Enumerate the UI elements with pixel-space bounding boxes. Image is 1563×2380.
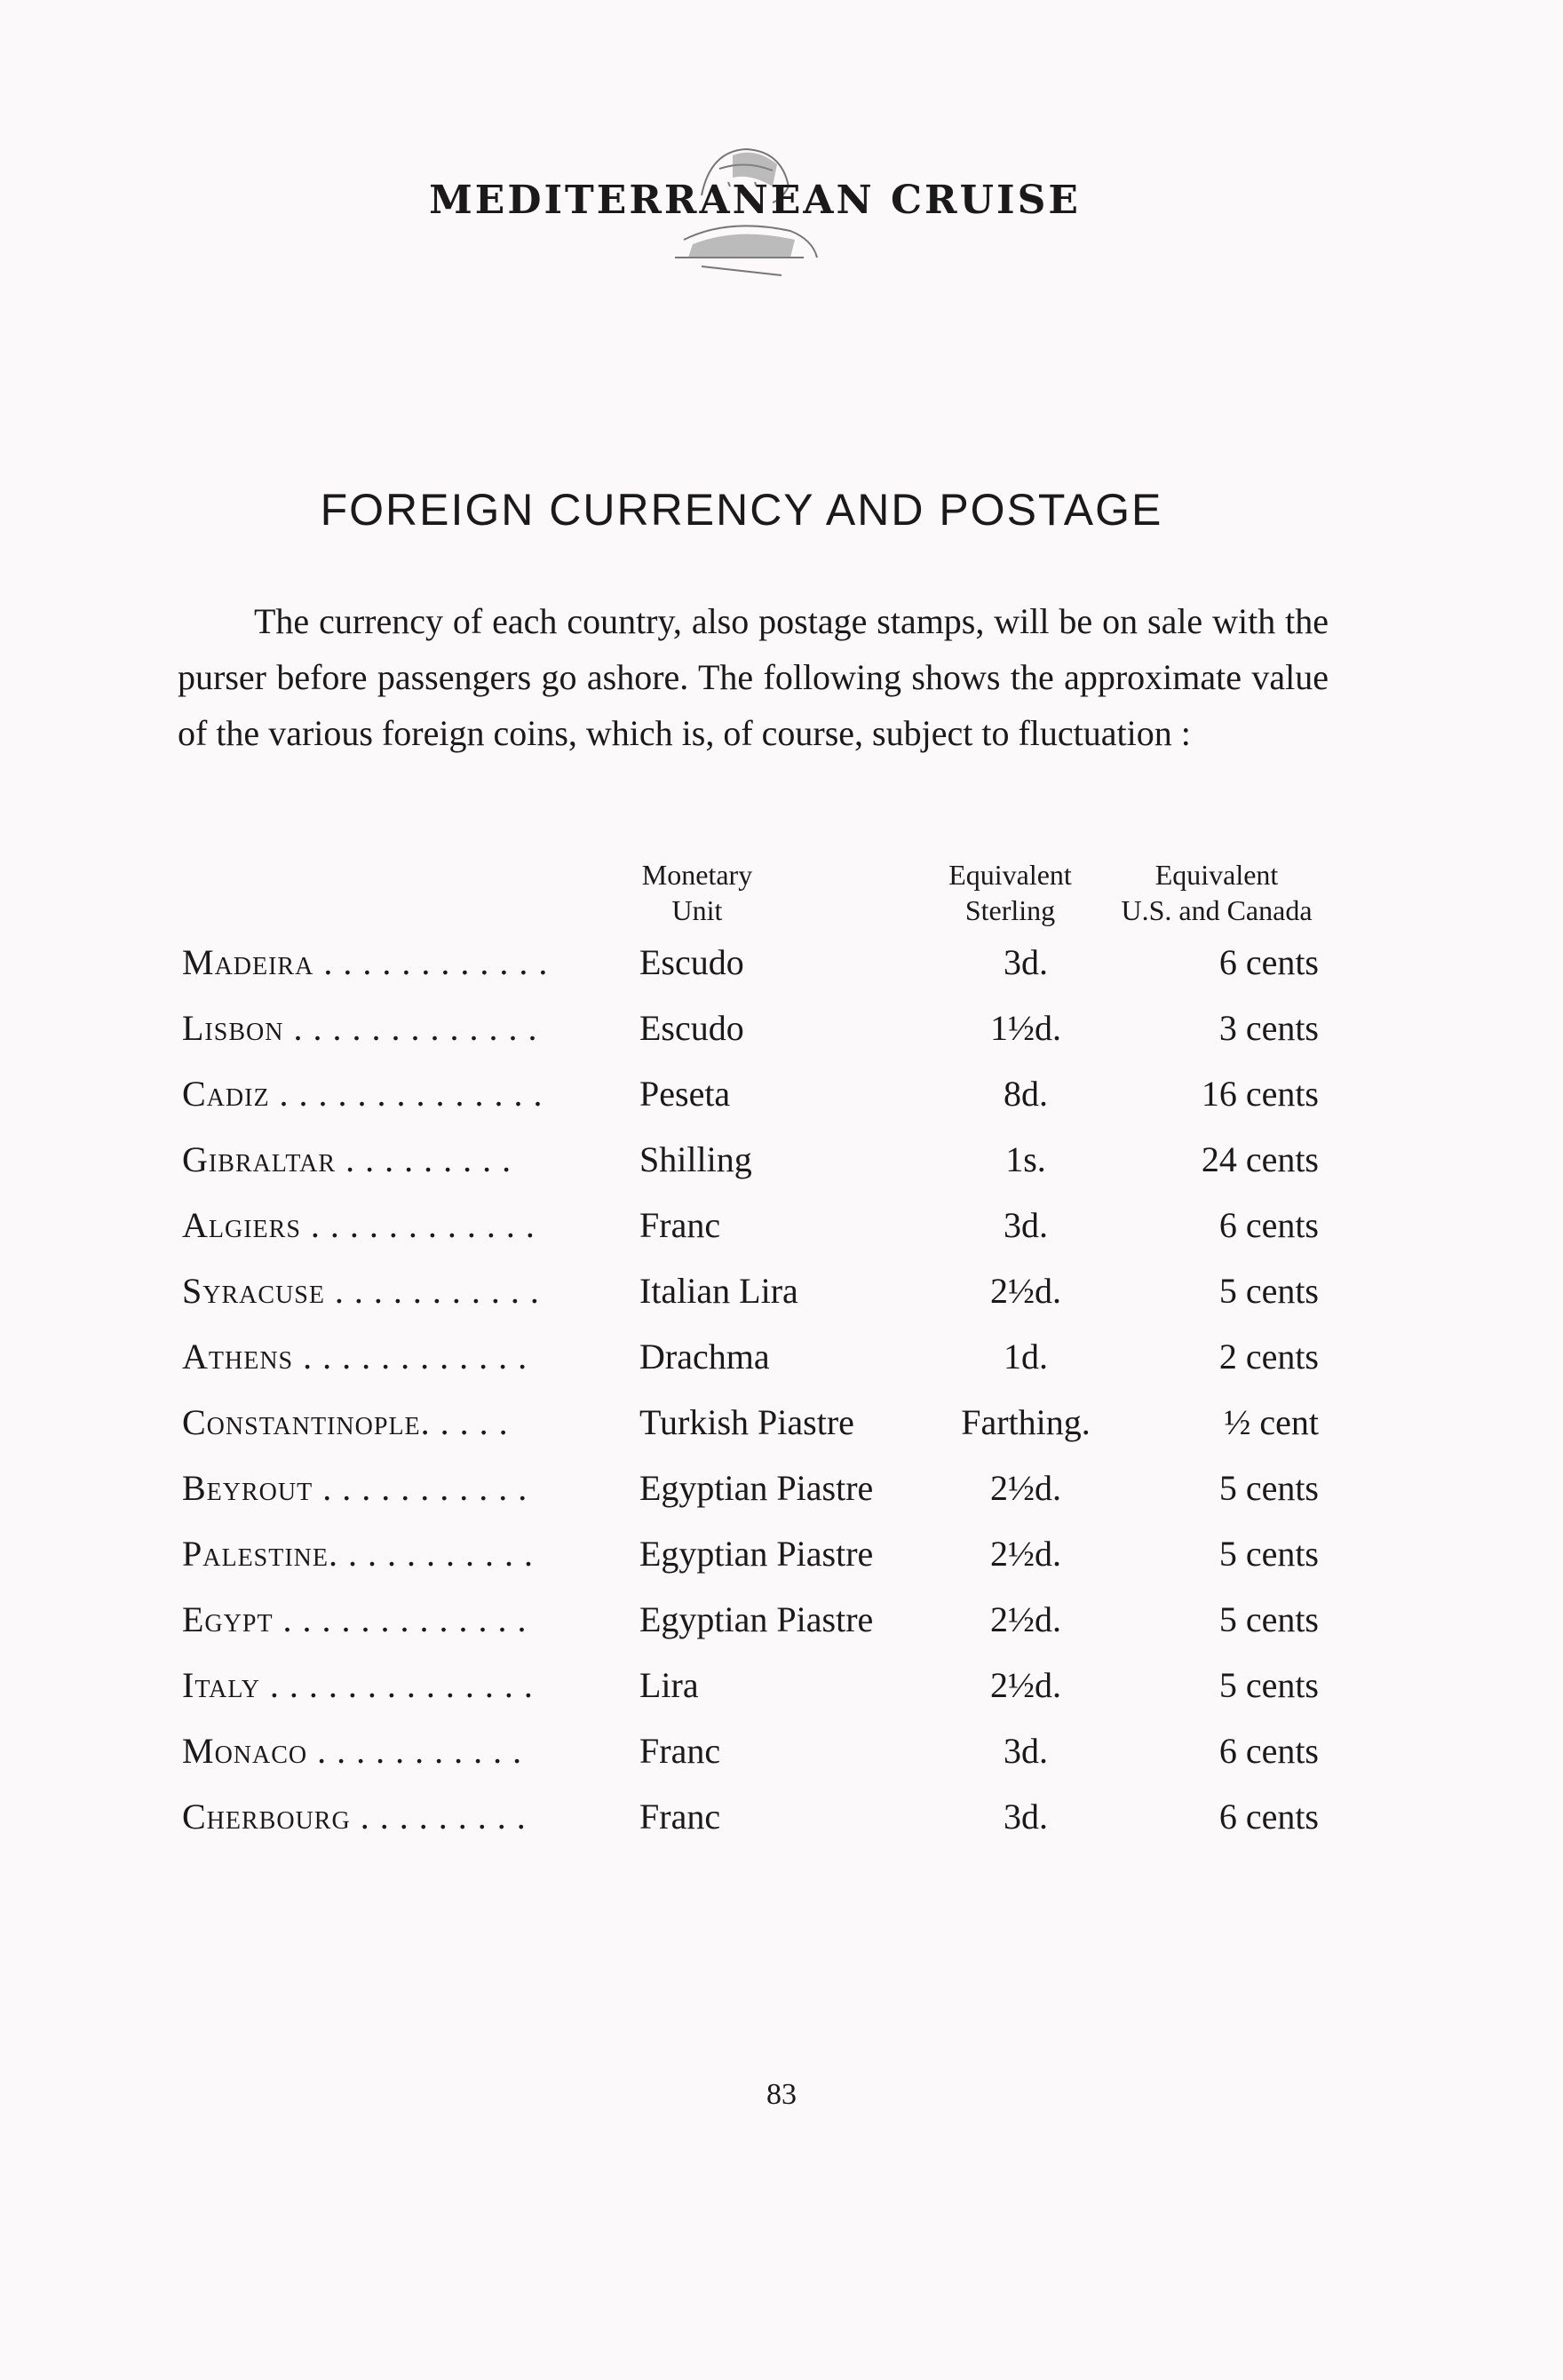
header-line: Sterling — [964, 894, 1056, 926]
us-value: 3 cents — [1218, 1008, 1319, 1048]
sterling-value: 8d. — [1004, 1074, 1048, 1114]
header-line: Equivalent — [948, 859, 1072, 891]
section-title: FOREIGN CURRENCY AND POSTAGE — [320, 485, 1163, 535]
monetary-unit: Shilling — [639, 1139, 752, 1179]
place-name: Madeira . . . . . . . . . . . . — [182, 942, 549, 982]
header-line: U.S. and Canada — [1121, 894, 1313, 926]
intro-paragraph: The currency of each country, also postage stamps, will be on sale with the purser before passengers go ashore. The following shows the approximate value of the various foreign coins, which is, of course, subject to fluctuation : — [178, 601, 1329, 753]
sterling-value: 2½d. — [990, 1665, 1061, 1705]
table-row — [0, 1204, 1563, 1270]
place-name: Constantinople. . . . . — [182, 1402, 509, 1442]
table-row — [0, 1270, 1563, 1336]
table-row — [0, 1796, 1563, 1861]
sterling-value: 3d. — [1004, 942, 1048, 982]
place-name: Cadiz . . . . . . . . . . . . . . — [182, 1074, 543, 1114]
table-row — [0, 1533, 1563, 1599]
header-line: Unit — [671, 894, 723, 926]
table-row — [0, 1073, 1563, 1138]
monetary-unit: Turkish Piastre — [639, 1402, 854, 1442]
running-head-title: MEDITERRANEAN CRUISE — [429, 178, 1081, 223]
us-value: 6 cents — [1218, 942, 1319, 982]
place-name: Cherbourg . . . . . . . . . — [182, 1797, 527, 1837]
monetary-unit: Escudo — [639, 942, 744, 982]
sterling-value: 2½d. — [990, 1468, 1061, 1508]
page-number: 83 — [766, 2078, 797, 2111]
table-row — [0, 1007, 1563, 1073]
us-value: 6 cents — [1218, 1797, 1319, 1837]
place-name: Athens . . . . . . . . . . . . — [182, 1337, 528, 1376]
us-value: 6 cents — [1218, 1205, 1319, 1245]
monetary-unit: Egyptian Piastre — [639, 1599, 874, 1639]
us-value: 5 cents — [1218, 1271, 1319, 1311]
sterling-value: 2½d. — [990, 1534, 1061, 1574]
monetary-unit: Drachma — [639, 1337, 770, 1376]
header-line: Equivalent — [1154, 859, 1279, 891]
us-value: ½ cent — [1224, 1402, 1319, 1442]
us-value: 5 cents — [1218, 1468, 1319, 1508]
monetary-unit: Peseta — [639, 1074, 731, 1114]
place-name: Syracuse . . . . . . . . . . . — [182, 1271, 540, 1311]
table-row — [0, 1730, 1563, 1796]
table-row — [0, 1664, 1563, 1730]
table-row — [0, 941, 1563, 1007]
sterling-value: 1½d. — [990, 1008, 1061, 1048]
place-name: Italy . . . . . . . . . . . . . . — [182, 1665, 534, 1705]
table-row — [0, 1401, 1563, 1467]
us-value: 5 cents — [1218, 1599, 1319, 1639]
sterling-value: 2½d. — [990, 1271, 1061, 1311]
place-name: Lisbon . . . . . . . . . . . . . — [182, 1008, 538, 1048]
sterling-value: 3d. — [1004, 1731, 1048, 1771]
us-value: 24 cents — [1201, 1139, 1319, 1179]
place-name: Palestine. . . . . . . . . . . — [182, 1534, 534, 1574]
us-value: 16 cents — [1201, 1074, 1319, 1114]
monetary-unit: Franc — [639, 1205, 721, 1245]
table-row — [0, 1138, 1563, 1204]
sterling-value: 2½d. — [990, 1599, 1061, 1639]
sterling-value: 1s. — [1005, 1139, 1046, 1179]
sterling-value: Farthing. — [961, 1402, 1091, 1442]
monetary-unit: Franc — [639, 1797, 721, 1837]
header-monetary-unit — [604, 857, 790, 928]
place-name: Beyrout . . . . . . . . . . . — [182, 1468, 528, 1508]
sterling-value: 3d. — [1004, 1205, 1048, 1245]
table-row — [0, 1599, 1563, 1664]
header-line: Monetary — [641, 859, 753, 891]
header-equivalent-sterling — [919, 857, 1101, 928]
place-name: Egypt . . . . . . . . . . . . . — [182, 1599, 528, 1639]
monetary-unit: Lira — [639, 1665, 699, 1705]
table-row — [0, 1336, 1563, 1401]
us-value: 2 cents — [1218, 1337, 1319, 1376]
monetary-unit: Egyptian Piastre — [639, 1534, 874, 1574]
sterling-value: 1d. — [1004, 1337, 1048, 1376]
monetary-unit: Italian Lira — [639, 1271, 798, 1311]
monetary-unit: Franc — [639, 1731, 721, 1771]
place-name: Algiers . . . . . . . . . . . . — [182, 1205, 536, 1245]
page-header — [0, 133, 1563, 293]
table-row — [0, 1467, 1563, 1533]
header-equivalent-us — [1097, 857, 1337, 928]
sterling-value: 3d. — [1004, 1797, 1048, 1837]
us-value: 5 cents — [1218, 1534, 1319, 1574]
place-name: Gibraltar . . . . . . . . . — [182, 1139, 512, 1179]
place-name: Monaco . . . . . . . . . . . — [182, 1731, 523, 1771]
monetary-unit: Escudo — [639, 1008, 744, 1048]
us-value: 6 cents — [1218, 1731, 1319, 1771]
us-value: 5 cents — [1218, 1665, 1319, 1705]
monetary-unit: Egyptian Piastre — [639, 1468, 874, 1508]
